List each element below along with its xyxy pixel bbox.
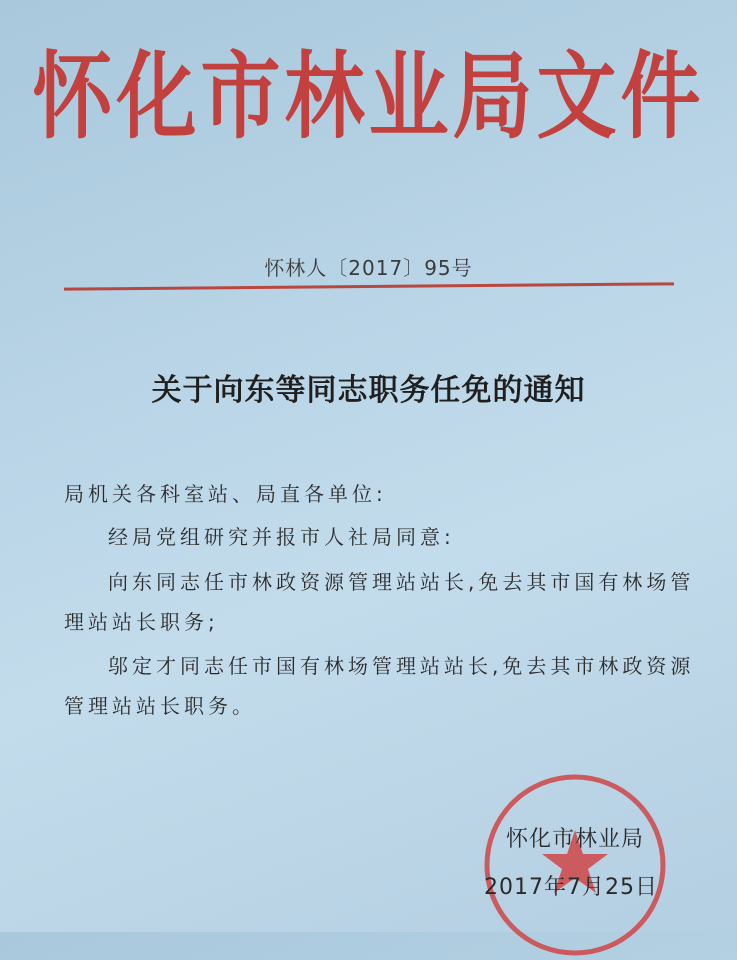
notice-title: 关于向东等同志职务任免的通知 — [151, 373, 586, 408]
issue-date: 2017年7月25日 — [484, 875, 658, 900]
document-number: 怀林人〔2017〕95号 — [264, 256, 473, 280]
red-divider-line — [64, 282, 674, 290]
document-header-title: 怀化市林业局文件 — [32, 41, 705, 152]
paragraph-1: 经局党组研究并报市人社局同意: — [108, 525, 455, 549]
issuer-name: 怀化市林业局 — [506, 827, 645, 852]
salutation: 局机关各科室站、局直各单位: — [64, 482, 387, 506]
paragraph-2: 向东同志任市林政资源管理站站长,免去其市国有林场管理站站长职务; — [64, 570, 695, 634]
paragraph-3: 邬定才同志任市国有林场管理站站长,免去其市林政资源管理站站长职务。 — [64, 654, 695, 718]
